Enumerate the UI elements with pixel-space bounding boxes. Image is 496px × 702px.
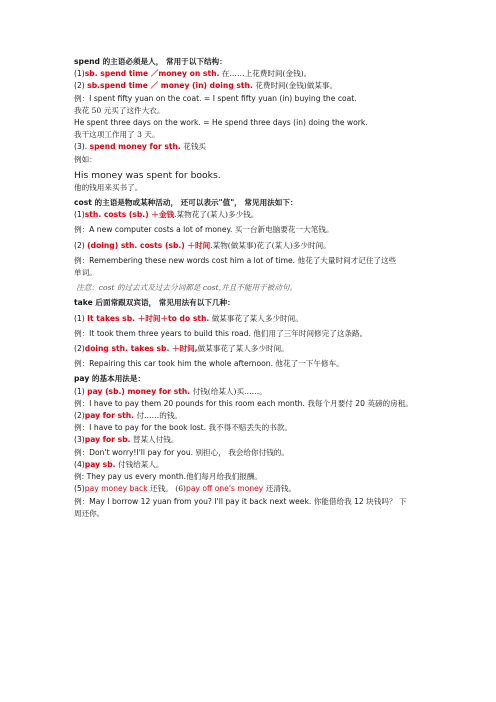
meaning: 付钱(给某人)买……。 xyxy=(190,386,267,396)
spend-example-3-cn: 他的钱用来买书了。 xyxy=(74,182,143,192)
take-structure-1 xyxy=(74,313,424,325)
meaning: 花钱买 xyxy=(180,142,207,152)
pay-example-1: 例：I have to pay them 20 pounds for this room each month. 我每个月要付 20 英磅的房租。 xyxy=(74,398,413,408)
pattern: pay for sb. xyxy=(84,435,131,445)
spend-example-2-en: He spent three days on the work. = He spend three days (in) doing the work. xyxy=(74,118,368,128)
meaning: 付钱给某人。 xyxy=(115,459,164,469)
cost-example-1: 例：A new computer costs a lot of money. 买一台新电脑要花一大笔钱。 xyxy=(74,225,334,235)
pattern: spend money for sth. xyxy=(89,142,181,152)
document-body xyxy=(74,56,424,520)
spend-heading: spend 的主语必须是人， 常用于以下结构： xyxy=(74,57,227,66)
pay-example-6-line-1: 例：May I borrow 12 yuan from you? I'll pay it back next week. 你能借给我 12 块钱吗？ 下 xyxy=(74,496,407,506)
item-number: (1) xyxy=(74,69,85,79)
spend-example-3-en: His money was spent for books. xyxy=(74,169,221,181)
item-number: (4) xyxy=(74,459,85,469)
item-number: (3) xyxy=(74,435,85,445)
item-number: (2) xyxy=(74,240,88,250)
spend-example-3-label: 例如： xyxy=(74,154,97,164)
cost-example-2-line-1: 例：Remembering these new words cost him a lot of time. 他花了大量时间才记住了这些 xyxy=(74,255,397,265)
pay-structure-2 xyxy=(74,410,424,422)
item-number: (5) xyxy=(74,484,85,494)
item-number: (2) xyxy=(74,344,85,354)
spend-structure-2 xyxy=(74,80,424,92)
cost-heading: cost 的主语是物或某种活动， 还可以表示"值"， 常见用法如下： xyxy=(74,198,298,208)
pattern: sb. spend time ／money on sth. xyxy=(84,69,220,79)
pay-example-2: 例：I have to pay for the book lost. 我不得不赔丢失的书款。 xyxy=(74,423,293,433)
meaning: 做某事花了某人多少时间。 xyxy=(197,344,289,354)
pay-structure-4 xyxy=(74,459,424,471)
item-number: (1) xyxy=(74,210,85,220)
take-heading: take 后面常跟双宾语， 常见用法有以下几种： xyxy=(74,298,235,308)
take-example-1: 例：It took them three years to build this road. 他们用了三年时间修完了这条路。 xyxy=(74,328,368,338)
pay-example-4: 例: They pay us every month.他们每月给我们报酬。 xyxy=(74,472,263,482)
meaning: 做某事花了某人多少时间。 xyxy=(209,313,303,323)
pattern: (doing) sth. costs (sb.) ＋时间 xyxy=(87,240,211,250)
meaning: 付……的钱。 xyxy=(134,411,183,421)
pay-example-6-line-2: 周还你。 xyxy=(74,508,105,518)
take-example-2: 例：Repairing this car took him the whole afternoon. 他花了一下午修车。 xyxy=(74,359,344,369)
cost-example-2-line-2: 单词。 xyxy=(74,268,97,278)
meaning: 替某人付钱。 xyxy=(130,435,179,445)
pay-structure-3 xyxy=(74,434,424,446)
pattern: sth. costs (sb.) ＋金钱 xyxy=(84,210,175,220)
pattern: It takes sb. ＋时间＋to do sth. xyxy=(87,313,210,323)
item-number: (1) xyxy=(74,313,88,323)
item-number: (3). xyxy=(74,142,90,152)
spend-example-1-cn: 我花 50 元买了这件大衣。 xyxy=(74,105,165,115)
meaning: 还清钱。 xyxy=(263,484,297,494)
pay-example-3: 例：Don't worry!I'll pay for you. 别担心， 我会给你付钱的。 xyxy=(74,447,289,457)
meaning: 还钱。 (6) xyxy=(147,484,187,494)
item-number: (2) xyxy=(74,81,88,91)
pattern: pay off one's money xyxy=(186,484,264,494)
pay-structure-5-6 xyxy=(74,483,424,495)
pattern: pay money back xyxy=(84,484,148,494)
pattern: pay (sb.) money for sth. xyxy=(87,386,191,396)
pattern: sb.spend time ／ money (in) doing sth. xyxy=(87,81,253,91)
pattern: pay sb. xyxy=(84,459,116,469)
cost-note: 注意：cost 的过去式及过去分词都是 cost,并且不能用于被动句。 xyxy=(76,283,298,293)
pattern: pay for sth. xyxy=(84,411,135,421)
cost-structure-2 xyxy=(74,240,424,252)
pattern: doing sth. takes sb. ＋时间, xyxy=(84,344,198,354)
meaning: 在……上花费时间(金钱)。 xyxy=(219,69,312,79)
spend-example-1-en: 例：I spent fifty yuan on the coat. = I spent fifty yuan (in) buying the coat. xyxy=(74,93,357,103)
take-structure-2 xyxy=(74,343,424,355)
cost-structure-1 xyxy=(74,209,424,221)
meaning: .某物(做某事)花了(某人)多少时间。 xyxy=(210,240,331,250)
item-number: (2) xyxy=(74,411,85,421)
item-number: (1) xyxy=(74,386,88,396)
meaning: .某物花了(某人)多少钱。 xyxy=(174,210,259,220)
pay-structure-1 xyxy=(74,386,424,398)
pay-heading: pay 的基本用法是： xyxy=(74,374,146,384)
meaning: 花费时间(金钱)做某事。 xyxy=(252,81,338,91)
spend-example-2-cn: 我干这项工作用了 3 天。 xyxy=(74,130,160,140)
spend-structure-1 xyxy=(74,68,424,80)
spend-structure-3 xyxy=(74,141,424,153)
